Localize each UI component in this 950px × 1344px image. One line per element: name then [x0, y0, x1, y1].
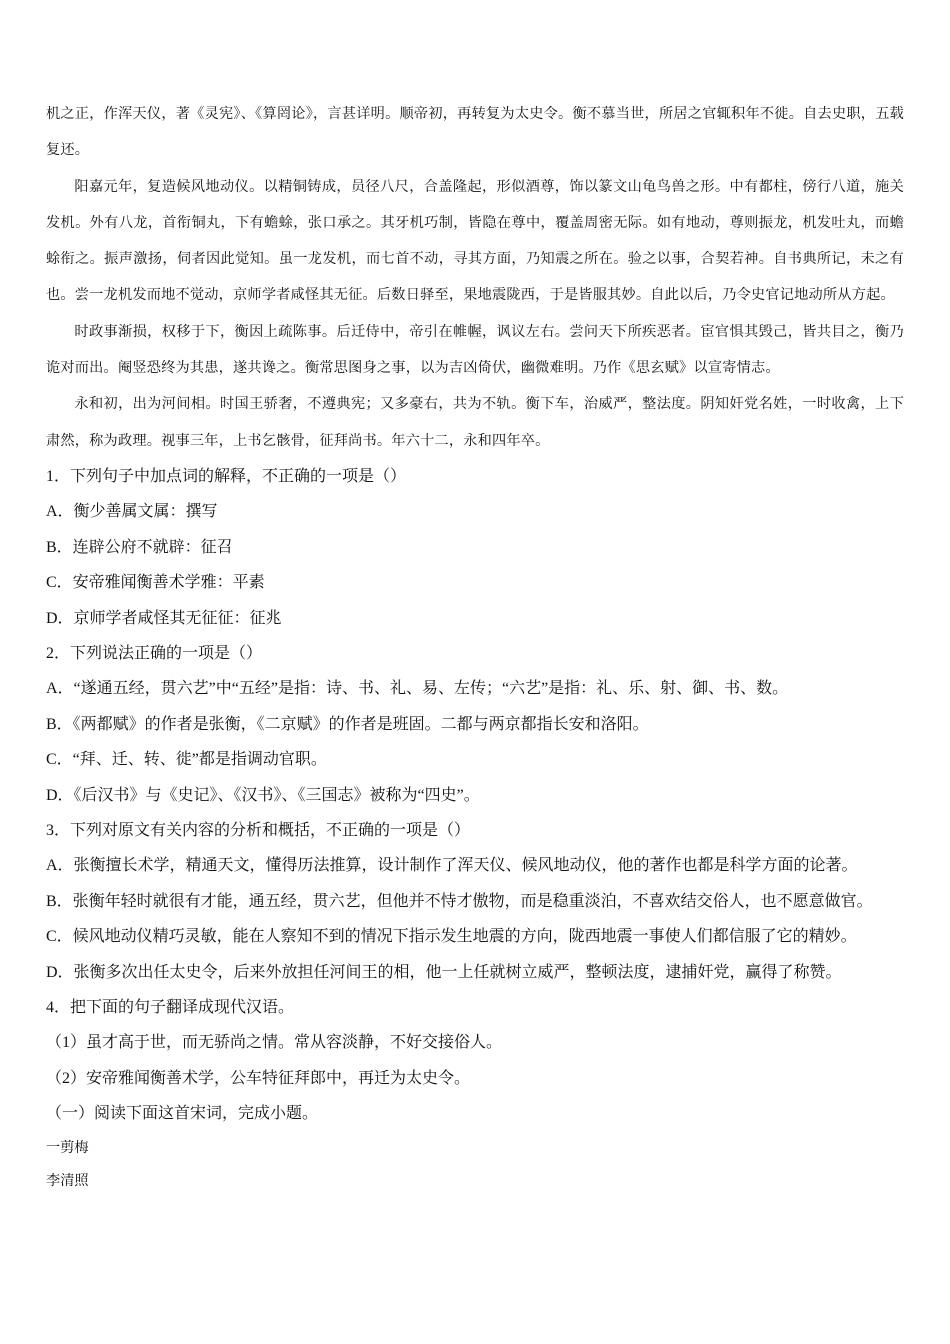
poem-author: 李清照	[46, 1172, 89, 1189]
question-1-option-b: B．连辟公府不就辟：征召	[46, 538, 233, 556]
question-2-option-a: A．“遂通五经，贯六艺”中“五经”是指：诗、书、礼、易、左传；“六艺”是指：礼、乐、射、御、书、数。	[46, 680, 789, 698]
question-1-option-d: D．京师学者咸怪其无征征：征兆	[46, 609, 282, 627]
question-3-option-c: C．候风地动仪精巧灵敏，能在人察知不到的情况下指示发生地震的方向，陇西地震一事使人们都信服了它的精妙。	[46, 928, 857, 946]
question-2-option-c: C．“拜、迁、转、徙”都是指调动官职。	[46, 751, 327, 769]
passage-paragraph-4: 永和初，出为河间相。时国王骄奢，不遵典宪；又多豪右，共为不轨。衡下车，治威严，整法度。阴知奸党名姓，一时收禽，上下肃然，称为政理。视事三年，上书乞骸骨，征拜尚书。年六十二，永和四年卒。	[46, 396, 904, 449]
question-3	[46, 813, 904, 990]
question-3-option-a: A．张衡擅长术学，精通天文，懂得历法推算，设计制作了浑天仪、候风地动仪，他的著作也都是科学方面的论著。	[46, 857, 858, 875]
question-4-stem: 4．把下面的句子翻译成现代汉语。	[46, 999, 295, 1017]
question-2-stem: 2．下列说法正确的一项是（）	[46, 645, 263, 662]
question-2-option-d: D．《后汉书》与《史记》、《汉书》、《三国志》被称为“四史”。	[46, 786, 480, 804]
question-1-option-c: C．安帝雅闻衡善术学雅：平素	[46, 574, 265, 592]
question-1-option-a: A．衡少善属文属：撰写	[46, 503, 218, 521]
question-3-option-d: D．张衡多次出任太史令，后来外放担任河间王的相，他一上任就树立威严，整顿法度，逮捕奸党，赢得了称赞。	[46, 963, 842, 981]
section-heading: （一）阅读下面这首宋词，完成小题。	[46, 1105, 319, 1123]
passage-paragraph-3: 时政事渐损，权移于下，衡因上疏陈事。后迁侍中，帝引在帷幄，讽议左右。尝问天下所疾恶者。宦官惧其毁己，皆共目之，衡乃诡对而出。阉竖恐终为其患，遂共谗之。衡常思图身之事，以为吉凶倚伏，幽微难明。乃作《思玄赋》以宣寄情志。	[46, 323, 904, 377]
question-1-stem: 1．下列句子中加点词的解释，不正确的一项是（）	[46, 467, 407, 485]
question-4	[46, 990, 904, 1096]
question-1	[46, 459, 904, 636]
question-3-option-b: B．张衡年轻时就很有才能，通五经，贯六艺，但他并不恃才傲物，而是稳重淡泊，不喜欢结交俗人，也不愿意做官。	[46, 892, 873, 910]
question-4-sentence-2: （2）安帝雅闻衡善术学，公车特征拜郎中，再迁为太史令。	[46, 1069, 471, 1087]
question-2-option-b: B．《两都赋》的作者是张衡，《二京赋》的作者是班固。二都与两京都指长安和洛阳。	[46, 715, 649, 733]
passage-paragraph-1: 机之正，作浑天仪，著《灵宪》、《算罔论》，言甚详明。顺帝初，再转复为太史令。衡不慕当世，所居之官辄积年不徙。自去史职，五载复还。	[46, 106, 904, 159]
question-3-stem: 3．下列对原文有关内容的分析和概括，不正确的一项是（）	[46, 822, 471, 840]
question-4-sentence-1: （1）虽才高于世，而无骄尚之情。常从容淡静，不好交接俗人。	[46, 1034, 503, 1052]
question-2	[46, 636, 904, 813]
poem-title: 一剪梅	[46, 1139, 89, 1156]
passage-paragraph-2: 阳嘉元年，复造候风地动仪。以精铜铸成，员径八尺，合盖隆起，形似酒尊，饰以篆文山龟鸟兽之形。中有都柱，傍行八道，施关发机。外有八龙，首衔铜丸，下有蟾蜍，张口承之。其牙机巧制，皆隐在尊中，覆盖周密无际。如有地动，尊则振龙，机发吐丸，而蟾蜍衔之。振声激扬，伺者因此觉知。虽一龙发机，而七首不动，寻其方面，乃知震之所在。验之以事，合契若神。自书典所记，未之有也。尝一龙机发而地不觉动，京师学者咸怪其无征。后数日驿至，果地震陇西，于是皆服其妙。自此以后，乃令史官记地动所从方起。	[46, 178, 904, 304]
